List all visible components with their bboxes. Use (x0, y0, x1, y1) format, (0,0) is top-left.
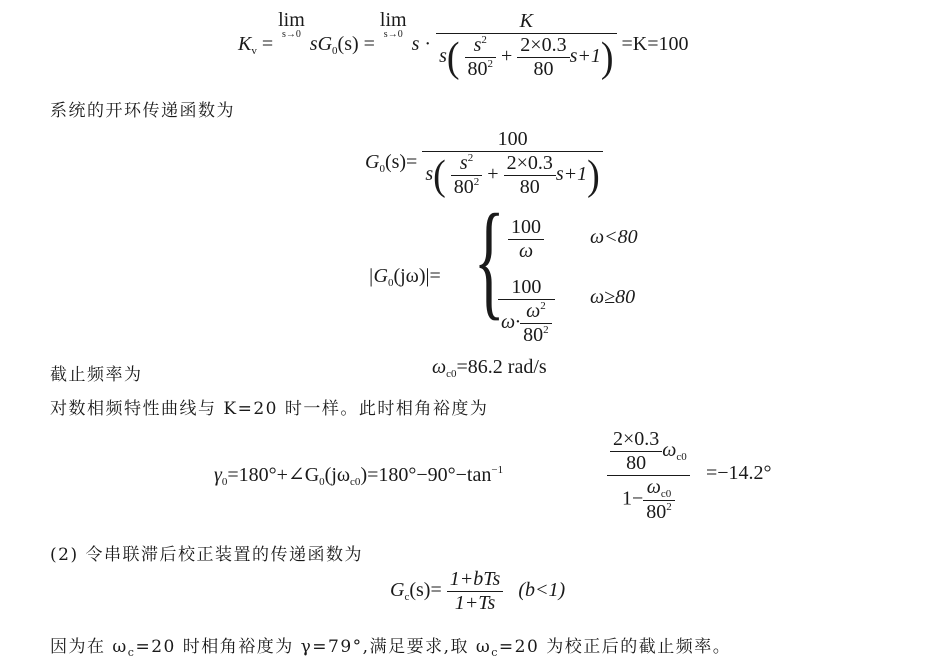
text-phase-label: 对数相频特性曲线与 K=20 时一样。此时相角裕度为 (50, 399, 489, 419)
equation-cutoff: $\omega_{c0}=86.2$ rad/s (432, 356, 547, 380)
limit-operator: lim s→0 (278, 9, 305, 40)
equation-velocity-constant: $K_v = \lim$ s→0 $sG_0(s) = \lim$ s→0 s · K s( $\frac{s^2}{80^2}$ + $\frac{2\times 0.3}{80}$ s+1) =K=100 (238, 9, 689, 81)
text-lag-comp-label: (2) 令串联滞后校正装置的传递函数为 (50, 545, 363, 565)
equation-magnitude-piecewise: $|G_0(j\omega)|=$ { $\frac{100}{\omega}$ ω<80 100 ω· $\frac{\omega^2}{80^2}$ ω≥80 (368, 188, 638, 346)
text-conclusion: 因为在 $\omega_c=20$ 时相角裕度为 γ=79°,满足要求,取 $\omega_c=20$ 为校正后的截止频率。 (50, 637, 732, 659)
equation-phase-margin: $\gamma_0=180^\circ+\angle G_0(j\omega_{c0})=180^\circ-90^\circ-\tan^{-1}$ $\frac{2\times 0.3}{80}$ $\omega_{c0}$ 1− $\frac{\omega_{c0}}{80^2}$ =−14.2° (214, 428, 772, 523)
fraction-main: K s( $\frac{s^2}{80^2}$ + $\frac{2\times 0.3}{80}$ s+1) (436, 10, 616, 81)
limit-operator-2: lim s→0 (379, 9, 407, 40)
fraction-tan-arg: $\frac{2\times 0.3}{80}$ $\omega_{c0}$ 1− $\frac{\omega_{c0}}{80^2}$ (607, 428, 690, 524)
fraction-g0: 100 s( $\frac{s^2}{80^2}$ + $\frac{2\times 0.3}{80}$ s+1) (422, 128, 602, 199)
brace-symbol: { (473, 188, 505, 332)
equation-lag-comp: $G_c(s)=$ $\frac{\text{1+bTs}}{1+Ts}$ (b<1) (390, 568, 566, 614)
condition-1: ω<80 (590, 226, 638, 248)
text-cutoff-label: 截止频率为 (50, 365, 143, 385)
condition-2: ω≥80 (590, 286, 636, 308)
equation-open-loop-tf: $G_0(s)=$ 100 s( $\frac{s^2}{80^2}$ + $\frac{2\times 0.3}{80}$ s+1) (365, 128, 603, 199)
text-open-loop-label: 系统的开环传递函数为 (50, 101, 235, 121)
